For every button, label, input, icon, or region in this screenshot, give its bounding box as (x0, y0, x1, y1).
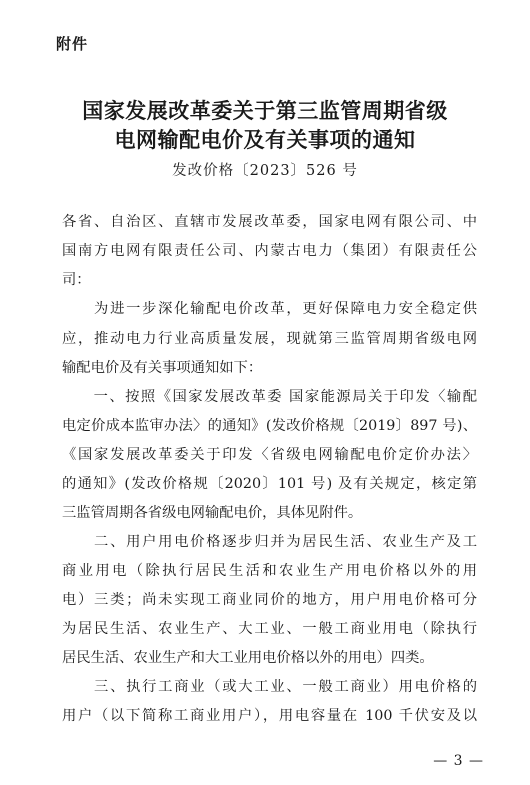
body-line: 《国家发展改革委关于印发〈省级电网输配电价定价办法〉 (62, 447, 477, 463)
page-number: — 3 — (433, 753, 484, 769)
body-line: 三监管周期各省级电网输配电价，具体见附件。 (62, 505, 363, 521)
body-line: 国南方电网有限责任公司、内蒙古电力（集团）有限责任公 (62, 243, 477, 259)
body-line: 用户（以下简称工商业用户），用电容量在 100 千伏安及以 (62, 708, 477, 724)
body-line: 电定价成本监审办法〉的通知》(发改价格规〔2019〕897 号)、 (62, 418, 477, 434)
document-number: 发改价格〔2023〕526 号 (172, 163, 358, 179)
body-line: 的通知》(发改价格规〔2020〕101 号) 及有关规定，核定第 (62, 476, 477, 492)
body-line: 输配电价及有关事项通知如下： (62, 360, 263, 376)
body-line: 一、按照《国家发展改革委 国家能源局关于印发〈输配 (62, 389, 477, 405)
body-line: 司： (62, 272, 91, 288)
body-line: 应，推动电力行业高质量发展，现就第三监管周期省级电网 (62, 331, 477, 347)
attachment-label: 附件 (56, 35, 89, 53)
body-line: 二、用户用电价格逐步归并为居民生活、农业生产及工 (62, 534, 477, 550)
title-line-1: 国家发展改革委关于第三监管周期省级 (82, 98, 448, 123)
body-line: 各省、自治区、直辖市发展改革委，国家电网有限公司、中 (62, 214, 477, 230)
body-line: 商业用电（除执行居民生活和农业生产用电价格以外的用 (62, 563, 477, 579)
body-line: 为进一步深化输配电价改革，更好保障电力安全稳定供 (62, 301, 477, 317)
body-line: 为居民生活、农业生产、大工业、一般工商业用电（除执行 (62, 621, 477, 637)
body-line: 三、执行工商业（或大工业、一般工商业）用电价格的 (62, 679, 477, 695)
body-line: 电）三类；尚未实现工商业同价的地方，用户用电价格可分 (62, 592, 477, 608)
title-line-2: 电网输配电价及有关事项的通知 (114, 127, 416, 152)
body-line: 居民生活、农业生产和大工业用电价格以外的用电）四类。 (62, 650, 434, 666)
